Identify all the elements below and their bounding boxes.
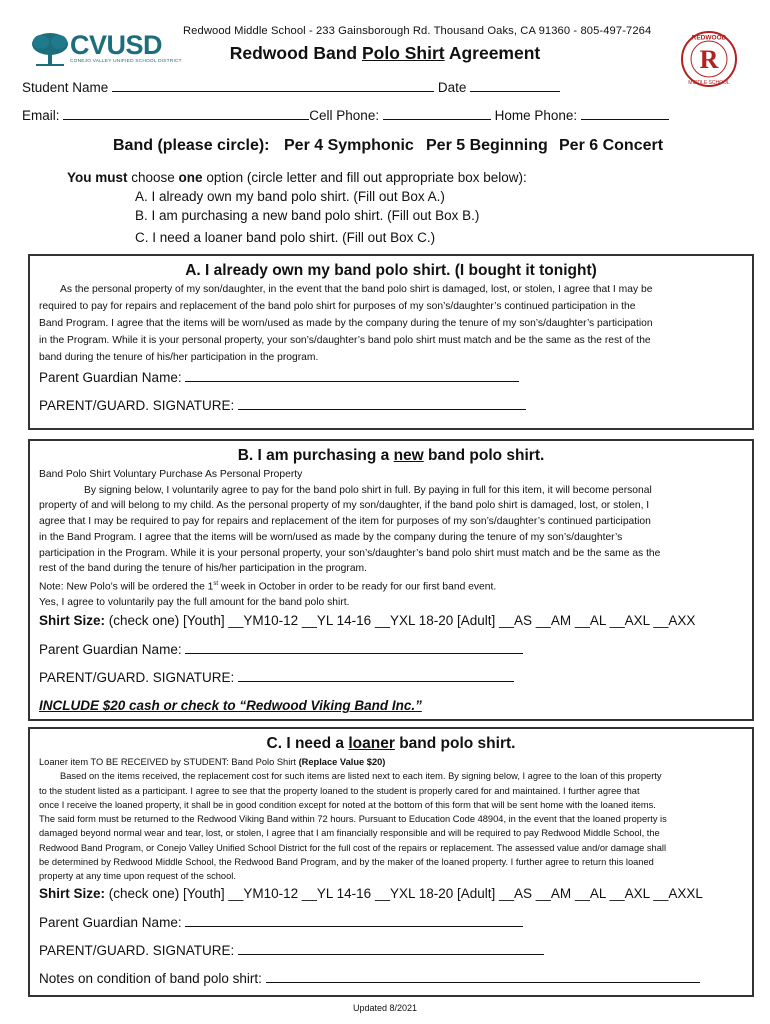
box-b-text <box>30 467 752 611</box>
box-c-line: damaged beyond normal wear and tear, lost, or stolen, I agree that I am financially responsible and will be required to pay Redwood Middle School, the <box>39 828 660 839</box>
band-option-per4[interactable]: Per 4 Symphonic <box>284 137 414 154</box>
box-b-size-options[interactable]: (check one) [Youth] __YM10-12 __YL 14-16 __YXL 18-20 [Adult] __AS __AM __AL __AXL __AXX <box>105 613 696 628</box>
box-b-line: property of and will belong to my child. As the personal property of my son/daughter, if the band polo shirt is damaged, lost, or stolen, I <box>39 500 650 512</box>
instruction-lead: You must choose one option (circle letter and fill out appropriate box below): <box>67 170 527 185</box>
box-c-parent-row <box>39 914 523 930</box>
band-label: Band (please circle): <box>113 137 270 154</box>
box-b-signature-field[interactable] <box>238 669 514 682</box>
shirt-size-label: Shirt Size: <box>39 886 106 901</box>
email-field[interactable] <box>63 107 309 120</box>
box-b-line: participation in the Program. While it is your personal property, your son’s/daughter’s band polo shirt must match and be the same as the <box>39 547 661 559</box>
box-c-size-row <box>39 886 703 901</box>
box-c-subhead: Loaner item TO BE RECEIVED by STUDENT: Band Polo Shirt (Replace Value $20) <box>39 757 386 767</box>
date-field[interactable] <box>470 79 560 92</box>
box-a-line: in the Program. While it is your personal property, your son’s/daughter’s band polo shirt must match and be the same as the rest of the <box>39 335 651 346</box>
box-b-line: By signing below, I voluntarily agree to pay for the band polo shirt in full. By paying in full for this item, it will become personal <box>84 484 652 496</box>
svg-text:REDWOOD: REDWOOD <box>691 34 727 42</box>
cell-phone-field[interactable] <box>383 107 491 120</box>
signature-label: PARENT/GUARD. SIGNATURE: <box>39 670 235 685</box>
cell-phone-label: Cell Phone: <box>309 108 380 123</box>
box-a-parent-name-field[interactable] <box>185 369 519 382</box>
box-a-text <box>30 281 752 366</box>
school-address: Redwood Middle School - 233 Gainsborough Rd. Thousand Oaks, CA 91360 - 805-497-7264 <box>183 25 652 37</box>
box-c-size-options[interactable]: (check one) [Youth] __YM10-12 __YL 14-16 __YXL 18-20 [Adult] __AS __AM __AL __AXL __AXXL <box>105 886 703 901</box>
box-c-line: Based on the items received, the replacement cost for such items are listed next to each item. By signing below, I agree to the loan of this property <box>60 771 662 782</box>
page-title: Redwood Band Polo Shirt Agreement <box>229 43 541 63</box>
box-a-signature-field[interactable] <box>238 397 526 410</box>
box-b-line: in the Band Program. I agree that the items will be worn/used as made by the company during the tenure of my son’s/daughter’s <box>39 531 623 543</box>
parent-name-label: Parent Guardian Name: <box>39 370 182 385</box>
signature-label: PARENT/GUARD. SIGNATURE: <box>39 943 235 958</box>
box-c-title: C. I need a loaner band polo shirt. <box>266 735 516 752</box>
signature-label: PARENT/GUARD. SIGNATURE: <box>39 398 235 413</box>
box-c-line: to the student listed as a participant. I agree to see that the property loaned to the student is properly cared for and maintained. I further agree that <box>39 785 640 796</box>
box-a-signature-row <box>39 397 526 413</box>
box-b-include-note: INCLUDE $20 cash or check to “Redwood Viking Band Inc.” <box>39 698 422 713</box>
box-b-title: B. I am purchasing a new band polo shirt. <box>237 447 545 464</box>
box-b-signature-row <box>39 669 514 685</box>
logo-subtitle: CONEJO VALLEY UNIFIED SCHOOL DISTRICT <box>70 59 182 64</box>
box-c-text <box>30 755 752 884</box>
svg-text:R: R <box>699 45 719 74</box>
box-c <box>28 727 754 997</box>
box-a-parent-row <box>39 369 519 385</box>
box-c-notes-row <box>39 970 700 986</box>
email-label: Email: <box>22 108 60 123</box>
logo-wordmark: CVUSD <box>70 30 163 60</box>
contact-row <box>22 107 669 123</box>
home-phone-label: Home Phone: <box>494 108 578 123</box>
svg-text:MIDDLE SCHOOL: MIDDLE SCHOOL <box>688 80 730 86</box>
box-c-line: property at any time upon request of the school. <box>39 871 236 882</box>
box-a-line: Band Program. I agree that the items will be worn/used as made by the company during the tenure of my son’s/daughter’s participation <box>39 318 653 329</box>
box-b-note: Note: New Polo’s will be ordered the 1st week in October in order to be ready for our first band event. <box>39 580 497 593</box>
box-c-notes-field[interactable] <box>266 970 700 983</box>
box-b <box>28 439 754 721</box>
box-b-size-row <box>39 613 695 628</box>
option-a[interactable]: A. I already own my band polo shirt. (Fill out Box A.) <box>135 189 445 204</box>
student-name-row <box>22 79 560 95</box>
updated-footer: Updated 8/2021 <box>352 1003 418 1013</box>
box-b-line: agree that I may be required to pay for repairs and replacement of the item for purposes of my son’s/daughter’s continued participation <box>39 516 651 528</box>
box-b-line: rest of the band during the tenure of his/her participation in the program. <box>39 563 367 575</box>
notes-label: Notes on condition of band polo shirt: <box>39 971 262 986</box>
parent-name-label: Parent Guardian Name: <box>39 642 182 657</box>
box-c-signature-field[interactable] <box>238 942 544 955</box>
student-name-label: Student Name <box>22 80 109 95</box>
box-c-line: Redwood Band Program, or Conejo Valley Unified School District for the full cost of the repairs or replacement. The assessed value and/or damage shall <box>39 842 667 853</box>
box-a <box>28 254 754 430</box>
school-seal <box>680 30 738 88</box>
shirt-size-label: Shirt Size: <box>39 613 106 628</box>
option-c[interactable]: C. I need a loaner band polo shirt. (Fill out Box C.) <box>135 230 436 245</box>
box-b-parent-name-field[interactable] <box>185 641 523 654</box>
box-c-line: be determined by Redwood Middle School, the Redwood Band Program, and by the maker of the loaned property. I further agree to return this loaned <box>39 857 654 868</box>
box-c-line: once I receive the loaned property, it shall be in good condition except for noted at the bottom of this form that will be sent home with the loaned items. <box>39 799 656 810</box>
box-c-line: The said form must be returned to the Redwood Viking Band within 72 hours. Pursuant to Education Code 48904, in the event that the loaned property is <box>39 814 667 825</box>
box-a-line: As the personal property of my son/daughter, in the event that the band polo shirt is damaged, lost, or stolen, I agree that I may be <box>60 284 653 295</box>
home-phone-field[interactable] <box>581 107 669 120</box>
date-label: Date <box>437 80 467 95</box>
box-c-parent-name-field[interactable] <box>185 914 523 927</box>
option-b[interactable]: B. I am purchasing a new band polo shirt. (Fill out Box B.) <box>135 208 480 223</box>
box-b-agree: Yes, I agree to voluntarily pay the full amount for the band polo shirt. <box>39 597 350 609</box>
student-name-field[interactable] <box>112 79 434 92</box>
box-c-signature-row <box>39 942 544 958</box>
band-option-per5[interactable]: Per 5 Beginning <box>426 137 548 154</box>
box-b-parent-row <box>39 641 523 657</box>
parent-name-label: Parent Guardian Name: <box>39 915 182 930</box>
box-a-line: band during the tenure of his/her participation in the program. <box>39 352 319 363</box>
box-a-line: required to pay for repairs and replacement of the band polo shirt for purposes of my son’s/daughter’s continued participation in the <box>39 301 636 312</box>
box-b-subhead: Band Polo Shirt Voluntary Purchase As Personal Property <box>39 469 303 480</box>
band-option-per6[interactable]: Per 6 Concert <box>559 137 664 154</box>
box-a-title: A. I already own my band polo shirt. (I bought it tonight) <box>185 262 597 279</box>
